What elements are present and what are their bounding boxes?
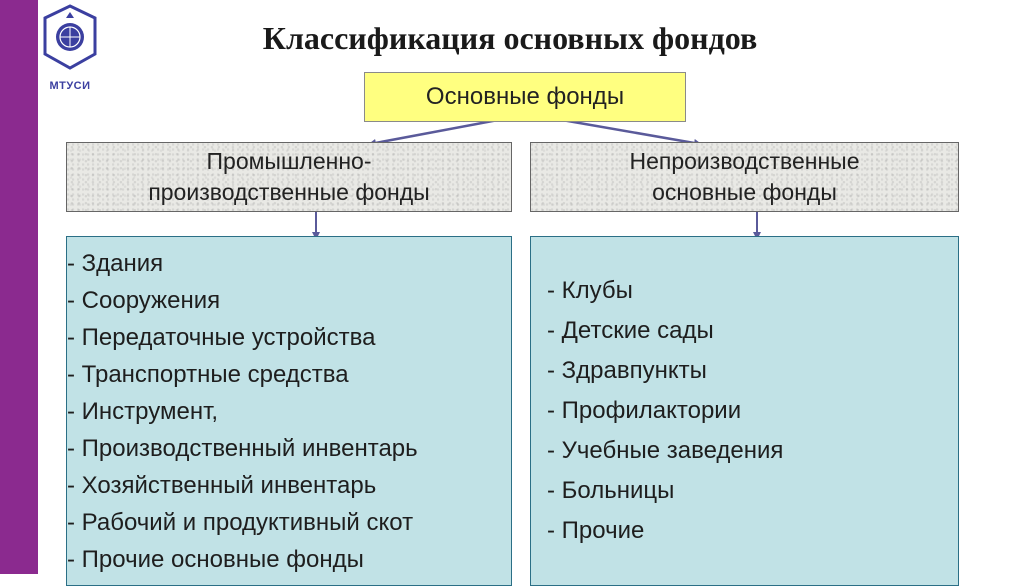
list-item: - Производственный инвентарь bbox=[67, 435, 418, 462]
list-item: - Прочие основные фонды bbox=[67, 546, 364, 573]
nonproduction-items-list bbox=[530, 236, 959, 586]
slide-title: Классификация основных фондов bbox=[262, 20, 758, 56]
list-item: - Передаточные устройства bbox=[67, 324, 376, 351]
list-item: - Детские сады bbox=[547, 317, 714, 344]
list-item: - Больницы bbox=[547, 477, 675, 504]
arrow-root-to-left bbox=[370, 120, 498, 144]
root-node: Основные фонды bbox=[364, 72, 686, 122]
category-industrial bbox=[66, 142, 512, 212]
list-item: - Рабочий и продуктивный скот bbox=[67, 509, 414, 536]
category-industrial-label: Промышленно- производственные фонды bbox=[148, 148, 430, 205]
industrial-items-list bbox=[66, 236, 512, 586]
arrow-root-to-right bbox=[562, 120, 700, 144]
list-item: - Учебные заведения bbox=[547, 437, 784, 464]
list-item: - Клубы bbox=[547, 277, 633, 304]
category-nonproduction-label: Непроизводственные основные фонды bbox=[629, 148, 860, 205]
list-item: - Хозяйственный инвентарь bbox=[67, 472, 377, 499]
list-item: - Здравпункты bbox=[547, 357, 707, 384]
list-item: - Здания bbox=[67, 250, 164, 277]
list-item: - Сооружения bbox=[67, 287, 221, 314]
list-item: - Инструмент, bbox=[67, 398, 219, 425]
logo-caption: МТУСИ bbox=[49, 80, 91, 92]
list-item: - Прочие bbox=[547, 517, 645, 544]
list-item: - Транспортные средства bbox=[67, 361, 349, 388]
list-item: - Профилактории bbox=[547, 397, 742, 424]
category-nonproduction bbox=[530, 142, 959, 212]
